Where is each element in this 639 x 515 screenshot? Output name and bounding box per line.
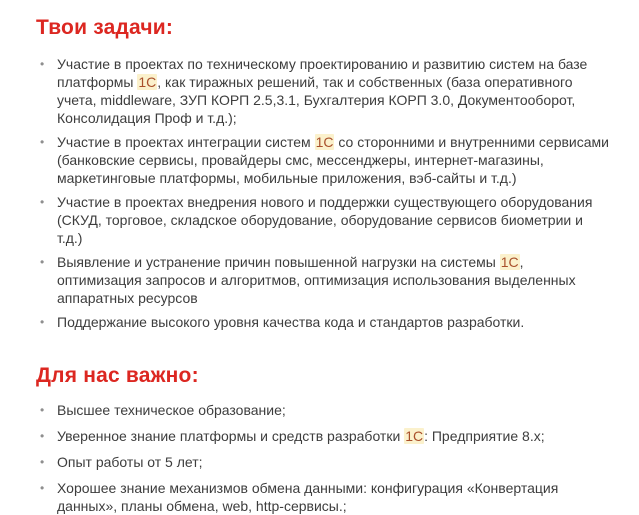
list-item: [40, 401, 609, 419]
list-item: [40, 133, 609, 187]
list-item: [40, 193, 609, 247]
list-item: [40, 453, 609, 471]
list-item: [40, 253, 609, 307]
item-text: , как тиражных решений, так и собственных (база оперативного учета, middleware, ЗУП КОРП 2.5,3.1, Бухгалтерия КОРП 3.0, Документооборот, Консолидация Проф и т.д.);: [57, 74, 576, 126]
highlighted-term-1c: 1С: [315, 134, 334, 150]
section-tasks: [36, 17, 609, 331]
section-requirements-heading: Для нас важно:: [36, 364, 199, 387]
item-text: Выявление и устранение причин повышенной нагрузки на системы: [57, 254, 500, 270]
item-text: со сторонними и внутренними сервисами (банковские сервисы, провайдеры смс, мессенджеры, интернет-магазины, маркетинговые платформы, мобильные приложения, вэб-сайты и т.д.): [57, 134, 609, 186]
highlighted-term-1c: 1С: [405, 428, 424, 444]
section-tasks-heading: Твои задачи:: [36, 16, 174, 39]
section-requirements: [36, 365, 609, 515]
tasks-list: [36, 55, 609, 331]
list-item: [40, 55, 609, 127]
list-item: [40, 427, 609, 445]
item-text: Уверенное знание платформы и средств разработки: [57, 428, 405, 444]
item-text: Хорошее знание механизмов обмена данными: конфигурация «Конвертация данных», планы обмена, web, http-сервисы.;: [57, 480, 559, 514]
item-text: , оптимизация запросов и алгоритмов, оптимизация использования выделенных аппаратных ресурсов: [57, 254, 576, 306]
highlighted-term-1c: 1С: [500, 254, 519, 270]
item-text: Участие в проектах интеграции систем: [57, 134, 315, 150]
item-text: Высшее техническое образование;: [57, 402, 286, 418]
requirements-list: [36, 401, 609, 515]
item-text: Опыт работы от 5 лет;: [57, 454, 203, 470]
item-text: Участие в проектах по техническому проектированию и развитию систем на базе платформы: [57, 56, 588, 90]
list-item: [40, 313, 609, 331]
item-text: Поддержание высокого уровня качества кода и стандартов разработки.: [57, 314, 525, 330]
item-text: Участие в проектах внедрения нового и поддержки существующего оборудования (СКУД, торговое, складское оборудование, оборудование сервисов биометрии и т.д.): [57, 194, 593, 246]
item-text: : Предприятие 8.х;: [424, 428, 545, 444]
highlighted-term-1c: 1С: [138, 74, 157, 90]
